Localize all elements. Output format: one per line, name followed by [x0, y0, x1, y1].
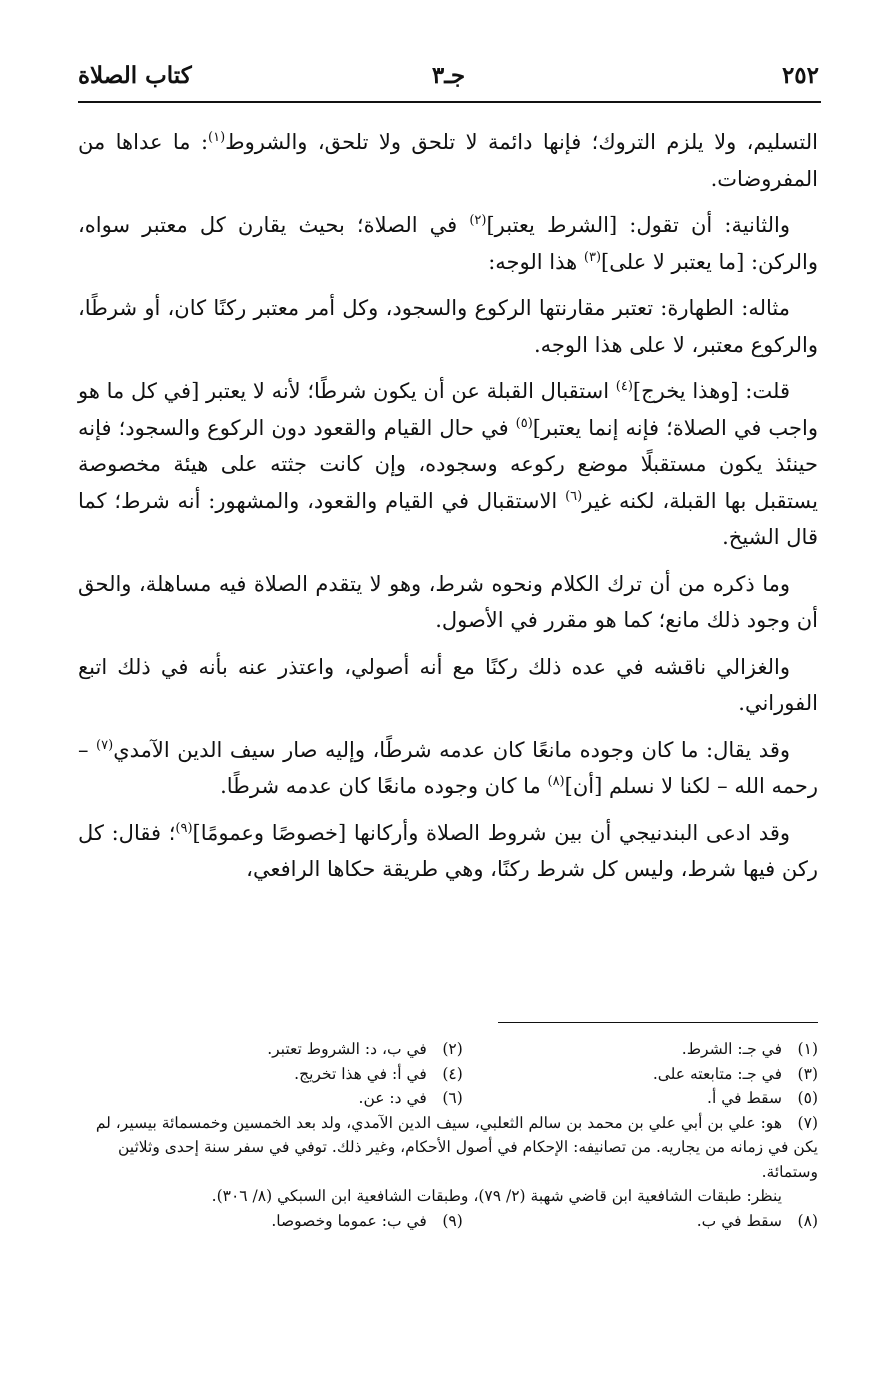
- footnote-row: [78, 1037, 818, 1062]
- footnote-text: في ب: عموما وخصوصا.: [271, 1211, 427, 1230]
- volume-label: جـ٣: [431, 62, 466, 89]
- footnote-text: في جـ: متابعته على.: [652, 1064, 782, 1083]
- footnote-text: في د: عن.: [358, 1089, 427, 1107]
- footnote: [463, 1086, 818, 1111]
- text-run: هذا الوجه:: [488, 249, 584, 274]
- footnote-marker: (٩): [175, 820, 193, 836]
- footnote: [108, 1062, 463, 1087]
- footnote-number: (٩): [442, 1211, 463, 1230]
- footnote-text: سقط في أ.: [707, 1089, 782, 1107]
- paragraph: [78, 207, 818, 280]
- footnote: [463, 1037, 818, 1062]
- footnote-text: سقط في ب.: [696, 1211, 782, 1230]
- footnote-text: في جـ: الشرط.: [681, 1040, 782, 1058]
- footnote-rule: [498, 1022, 818, 1023]
- header-rule: [78, 101, 821, 103]
- text-run: مثاله: الطهارة: تعتبر مقارنتها الركوع والسجود، وكل أمر معتبر ركنًا كان، أو شرطًا، والركوع معتبر، لا على هذا الوجه.: [78, 296, 818, 357]
- footnote-marker: (٧): [96, 737, 114, 753]
- text-run: استقبال القبلة عن أن يكون شرطًا؛ لأنه لا يعتبر [في كل ما هو واجب في الصلاة؛ فإنه إنما يعتبر]: [78, 379, 818, 440]
- text-run: : ما عداها من المفروضات.: [78, 130, 818, 191]
- text-run: قلت: [وهذا يخرج]: [632, 379, 790, 403]
- text-run: ما كان وجوده مانعًا كان عدمه شرطًا.: [220, 774, 548, 798]
- footnote: [108, 1086, 463, 1111]
- paragraph: [78, 373, 818, 556]
- paragraph: [78, 566, 818, 639]
- footnote-marker: (٨): [547, 774, 565, 789]
- text-run: – رحمه الله – لكنا لا نسلم [أن]: [78, 737, 818, 798]
- paragraph: [78, 290, 818, 363]
- footnote-row: [78, 1209, 818, 1234]
- page-header: [78, 58, 819, 98]
- text-run: ؛ فقال: كل ركن فيها شرط، وليس كل شرط ركنًا، وهي طريقة حكاها الرافعي،: [78, 820, 818, 881]
- paragraph: [78, 649, 818, 722]
- main-text: [78, 124, 818, 898]
- footnote-marker: (١): [208, 130, 226, 145]
- footnote-row: [78, 1086, 818, 1111]
- footnote-marker: (٣): [583, 249, 602, 265]
- footnote-number: (٨): [797, 1211, 818, 1230]
- text-run: وما ذكره من أن ترك الكلام ونحوه شرط، وهو لا يتقدم الصلاة فيه مساهلة، والحق أن وجود ذلك مانع؛ كما هو مقرر في الأصول.: [78, 571, 818, 632]
- footnote-number: (٤): [442, 1064, 463, 1083]
- footnote-text: في أ: في هذا تخريج.: [294, 1064, 427, 1083]
- footnote-number: (٢): [442, 1040, 463, 1058]
- text-run: في حال القيام والقعود دون الركوع والسجود؛ فإنه حينئذ يكون مستقبلًا موضع ركوعه وسجوده، وإن كانت جثته على هيئة مخصوصة يستقبل بها القبلة، لكنه غير: [78, 415, 818, 513]
- footnote: [463, 1062, 818, 1087]
- text-run: وقد ادعى البندنيجي أن بين شروط الصلاة وأركانها [خصوصًا وعمومًا]: [192, 820, 791, 845]
- footnote-number: (٣): [797, 1064, 818, 1083]
- footnote: [108, 1209, 463, 1234]
- footnote-marker: (٤): [615, 379, 633, 394]
- footnote-marker: (٦): [565, 488, 583, 504]
- text-run: والغزالي ناقشه في عده ذلك ركنًا مع أنه أصولي، واعتذر عنه بأنه في ذلك اتبع الفوراني.: [78, 654, 818, 715]
- footnote-marker: (٢): [469, 213, 487, 228]
- footnote-number: (٦): [442, 1089, 463, 1107]
- book-title: كتاب الصلاة: [78, 62, 192, 89]
- text-run: التسليم، ولا يلزم التروك؛ فإنها دائمة لا تلحق ولا تلحق، والشروط: [225, 130, 818, 154]
- footnote-marker: (٥): [515, 415, 533, 431]
- footnote-text: هو: علي بن أبي علي بن محمد بن سالم الثعلبي، سيف الدين الآمدي، ولد بعد الخمسين وخمسمائة بيسير، لم يكن في زمانه من يجاريه. من تصانيفه: الإحكام في أصول الأحكام، وغير ذلك. توفي في سفر سنة إحدى وثلاثين وستمائة.: [95, 1113, 818, 1181]
- text-run: الاستقبال في القيام والقعود، والمشهور: أنه شرط؛ كما قال الشيخ.: [78, 488, 818, 549]
- paragraph: [78, 815, 818, 888]
- footnotes: [78, 1037, 818, 1233]
- footnote: [108, 1037, 463, 1062]
- page-number: ٢٥٢: [781, 62, 819, 89]
- footnote-number: (١): [797, 1040, 818, 1058]
- footnote: [463, 1209, 818, 1234]
- footnote-number: (٧): [797, 1113, 818, 1132]
- footnote-row: [78, 1062, 818, 1087]
- paragraph: [78, 124, 818, 197]
- text-run: والثانية: أن تقول: [الشرط يعتبر]: [486, 213, 790, 237]
- footnote-number: (٥): [797, 1089, 818, 1107]
- text-run: في الصلاة؛ بحيث يقارن كل معتبر سواه، والركن: [ما يعتبر لا على]: [78, 213, 818, 274]
- footnote-text: في ب، د: الشروط تعتبر.: [267, 1040, 427, 1058]
- paragraph: [78, 732, 818, 805]
- footnote: [78, 1111, 818, 1209]
- footnote-reference: ينظر: طبقات الشافعية ابن قاضي شهبة (٢/ ٧٩)، وطبقات الشافعية ابن السبكي (٨/ ٣٠٦).: [211, 1187, 782, 1205]
- text-run: وقد يقال: ما كان وجوده مانعًا كان عدمه شرطًا، وإليه صار سيف الدين الآمدي: [113, 737, 790, 762]
